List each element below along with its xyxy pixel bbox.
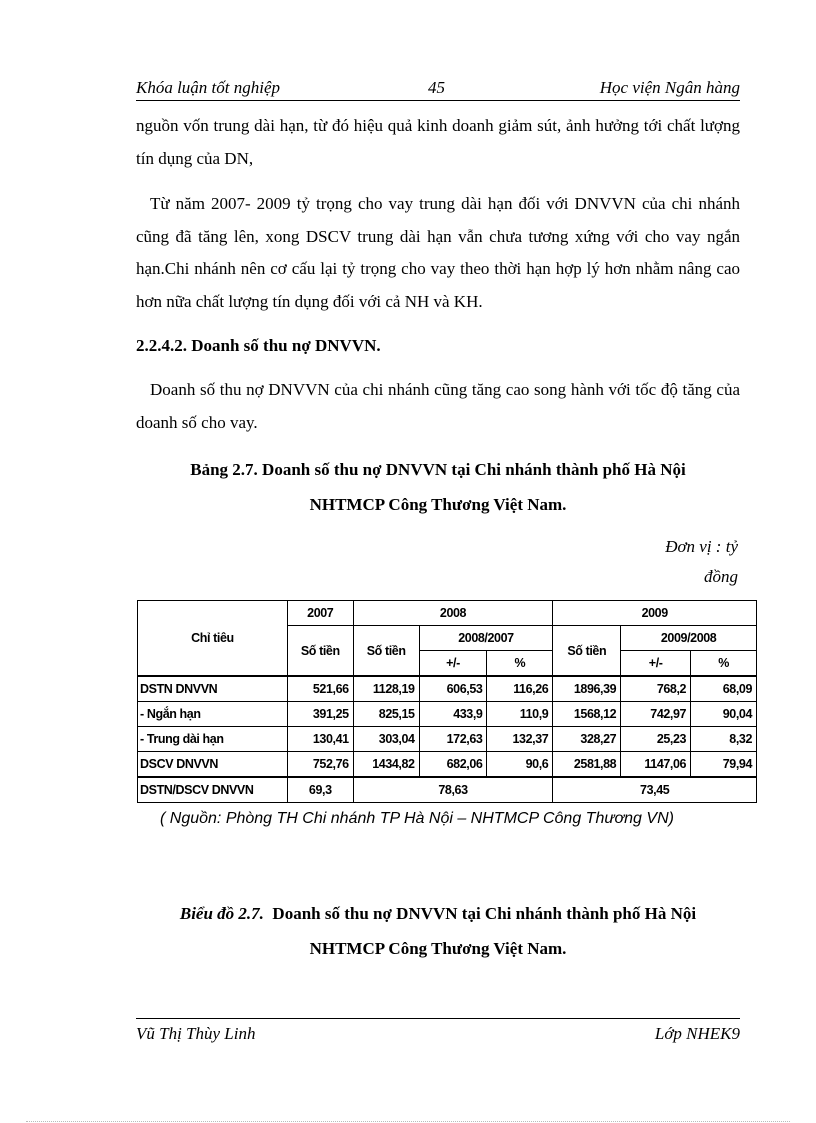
chart-caption-title: Doanh số thu nợ DNVVN tại Chi nhánh thành phố Hà Nội: [272, 904, 697, 923]
debt-collection-table: [137, 600, 757, 803]
chart-caption-line2: NHTMCP Công Thương Việt Nam.: [309, 939, 567, 958]
header-thesis-title: Khóa luận tốt nghiệp: [136, 78, 281, 97]
cell-pct-2008: 132,37: [487, 727, 553, 752]
chart-caption-line1: [110, 896, 766, 931]
cell-pct-2008: 90,6: [487, 752, 553, 778]
paragraph-2: Từ năm 2007- 2009 tỷ trọng cho vay trung dài hạn đối với DNVVN của chi nhánh cũng đã tăng lên, xong DSCV trung dài hạn vẫn chưa tương xứng với cho vay ngắn hạn.Chi nhánh nên cơ cấu lại tỷ trọng cho vay theo thời hạn hợp lý hơn nhằm nâng cao hơn nữa chất lượng tín dụng đối với cả NH và KH.: [136, 194, 740, 311]
cell-2007: 391,25: [287, 702, 353, 727]
cell-pct-2009: 68,09: [691, 676, 757, 702]
cell-2009: 1896,39: [553, 676, 621, 702]
page-footer: [136, 1018, 740, 1045]
cell-diff-2009: 742,97: [621, 702, 691, 727]
table-caption: [110, 452, 766, 522]
header-compare-2009: 2009/2008: [621, 626, 757, 651]
header-amount-2008: Số tiền: [353, 626, 419, 677]
header-pct-2009: %: [691, 651, 757, 677]
cell-2009: 73,45: [553, 777, 757, 803]
table-caption-line1: Bảng 2.7. Doanh số thu nợ DNVVN tại Chi nhánh thành phố Hà Nội: [190, 460, 686, 479]
table-row: [138, 727, 757, 752]
header-institution: Học viện Ngân hàng: [599, 78, 740, 97]
header-diff-2008: +/-: [419, 651, 487, 677]
header-page-number: 45: [428, 78, 445, 97]
page-header: [136, 76, 740, 101]
unit-note-line2: đồng: [704, 567, 738, 586]
row-label: DSTN DNVVN: [138, 676, 288, 702]
cell-2008: 303,04: [353, 727, 419, 752]
cell-2009: 1568,12: [553, 702, 621, 727]
cell-2009: 328,27: [553, 727, 621, 752]
cell-pct-2008: 110,9: [487, 702, 553, 727]
unit-note: [618, 532, 738, 592]
paragraph-1: nguồn vốn trung dài hạn, từ đó hiệu quả kinh doanh giảm sút, ảnh hưởng tới chất lượng tín dụng của DN,: [136, 116, 740, 168]
cell-2008: 1434,82: [353, 752, 419, 778]
header-amount-2009: Số tiền: [553, 626, 621, 677]
chart-caption-prefix: Biểu đồ 2.7.: [179, 904, 264, 923]
header-compare-2008: 2008/2007: [419, 626, 553, 651]
header-year-2007: 2007: [287, 601, 353, 626]
cell-2007: 752,76: [287, 752, 353, 778]
header-pct-2008: %: [487, 651, 553, 677]
row-label: - Ngắn hạn: [138, 702, 288, 727]
cell-diff-2008: 433,9: [419, 702, 487, 727]
cell-2008: 825,15: [353, 702, 419, 727]
cell-2007: 69,3: [287, 777, 353, 803]
cell-2008: 78,63: [353, 777, 553, 803]
table-row-ratio: [138, 777, 757, 803]
section-heading: 2.2.4.2. Doanh số thu nợ DNVVN.: [136, 336, 381, 355]
table-row: [138, 702, 757, 727]
header-amount-2007: Số tiền: [287, 626, 353, 677]
row-label: - Trung dài hạn: [138, 727, 288, 752]
cell-2007: 521,66: [287, 676, 353, 702]
cell-2007: 130,41: [287, 727, 353, 752]
chart-caption: [110, 896, 766, 966]
cell-pct-2009: 8,32: [691, 727, 757, 752]
header-indicator: Chỉ tiêu: [138, 601, 288, 677]
table-source-note: ( Nguồn: Phòng TH Chi nhánh TP Hà Nội – NHTMCP Công Thương VN): [160, 810, 674, 827]
table-row: [138, 752, 757, 778]
cell-pct-2008: 116,26: [487, 676, 553, 702]
table-header-row-1: [138, 601, 757, 626]
header-year-2008: 2008: [353, 601, 553, 626]
table-row: [138, 676, 757, 702]
header-year-2009: 2009: [553, 601, 757, 626]
unit-note-line1: Đơn vị : tỷ: [665, 537, 738, 556]
cell-2009: 2581,88: [553, 752, 621, 778]
cell-pct-2009: 79,94: [691, 752, 757, 778]
cell-diff-2009: 25,23: [621, 727, 691, 752]
cell-2008: 1128,19: [353, 676, 419, 702]
cell-diff-2008: 682,06: [419, 752, 487, 778]
page-edge-divider: [26, 1121, 790, 1122]
cell-diff-2009: 1147,06: [621, 752, 691, 778]
footer-author: Vũ Thị Thùy Linh: [136, 1024, 256, 1043]
cell-diff-2008: 172,63: [419, 727, 487, 752]
header-diff-2009: +/-: [621, 651, 691, 677]
cell-pct-2009: 90,04: [691, 702, 757, 727]
table-caption-line2: NHTMCP Công Thương Việt Nam.: [309, 495, 567, 514]
cell-diff-2008: 606,53: [419, 676, 487, 702]
row-label: DSTN/DSCV DNVVN: [138, 777, 288, 803]
footer-class: Lớp NHEK9: [654, 1024, 740, 1043]
cell-diff-2009: 768,2: [621, 676, 691, 702]
row-label: DSCV DNVVN: [138, 752, 288, 778]
paragraph-3: Doanh số thu nợ DNVVN của chi nhánh cũng tăng cao song hành với tốc độ tăng của doanh số cho vay.: [136, 380, 740, 432]
